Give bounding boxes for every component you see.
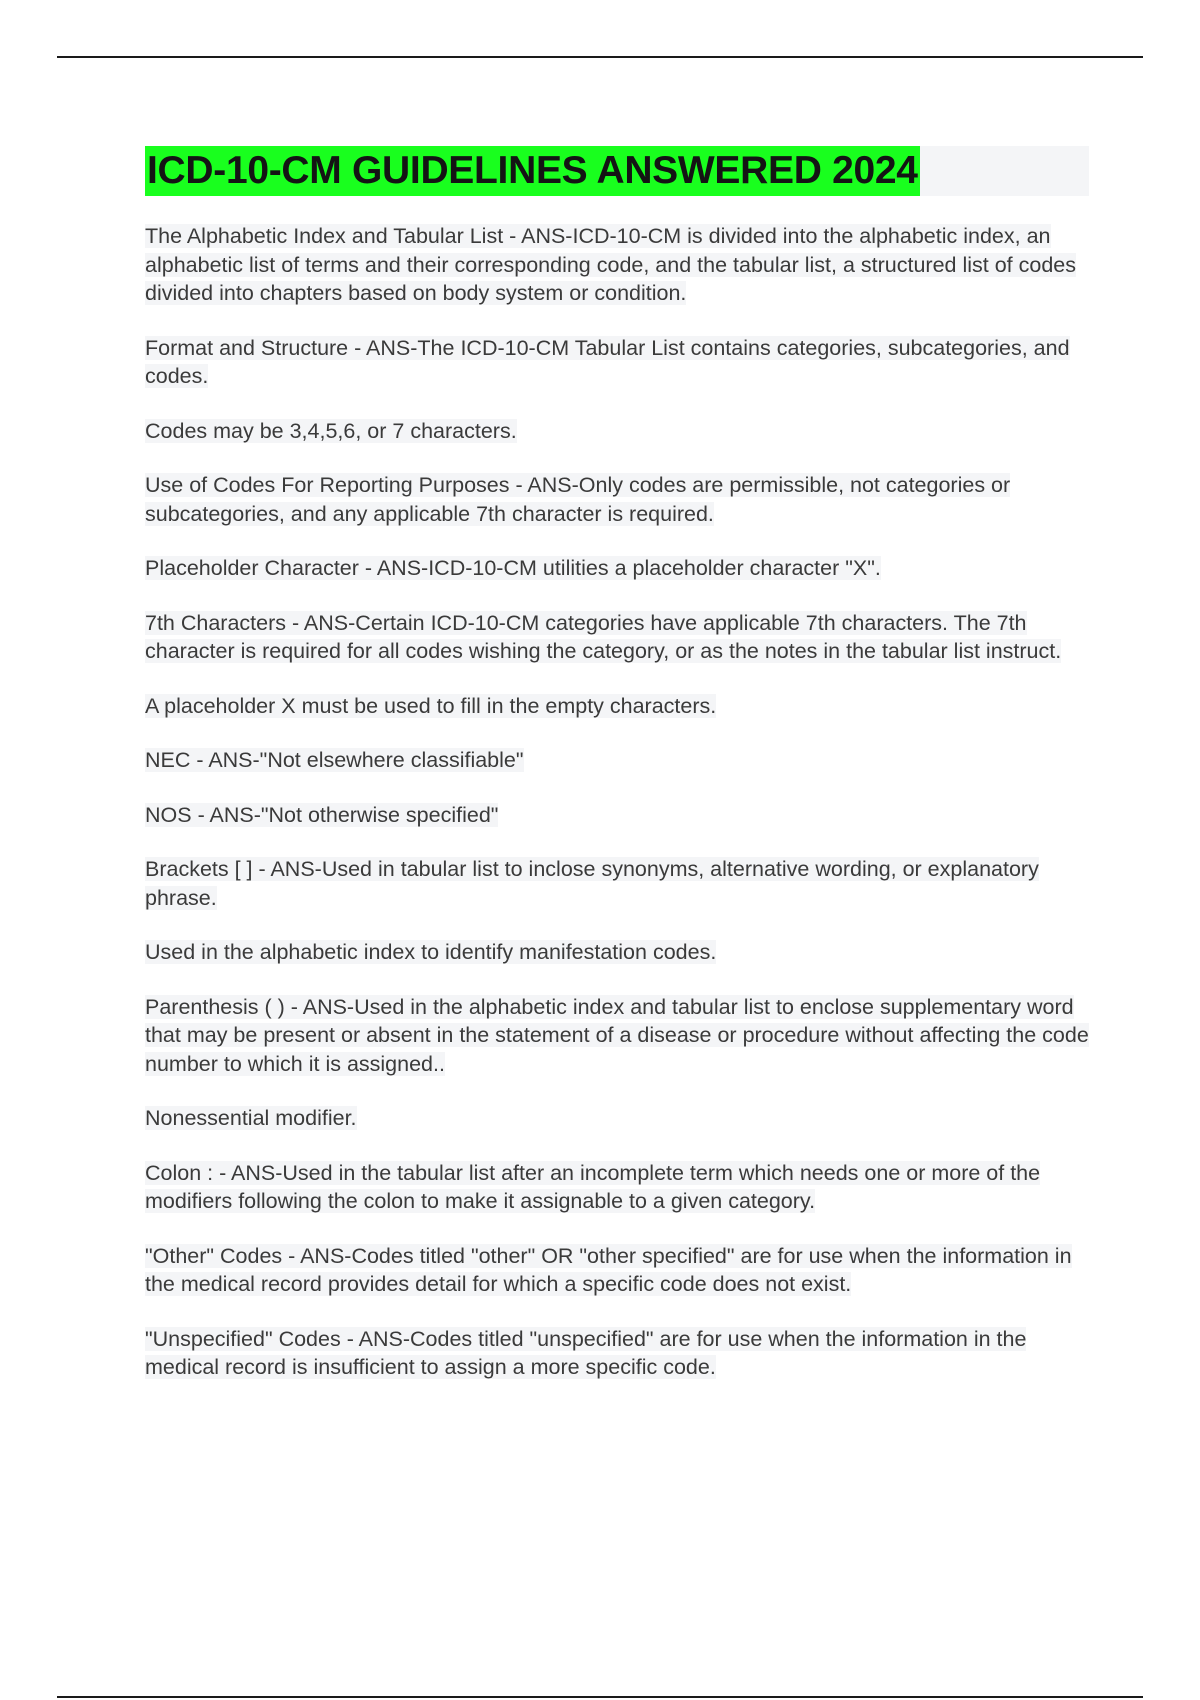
paragraph-other-codes: "Other" Codes - ANS-Codes titled "other" OR "other specified" are for use when the information in the medical record provides detail for which a specific code does not exist. <box>145 1243 1072 1296</box>
paragraph-colon: Colon : - ANS-Used in the tabular list after an incomplete term which needs one or more of the modifiers following the colon to make it assignable to a given category. <box>145 1160 1041 1213</box>
paragraph-placeholder-x: A placeholder X must be used to fill in the empty characters. <box>145 693 717 718</box>
paragraph-alphabetic-index-tabular-list: The Alphabetic Index and Tabular List - ANS-ICD-10-CM is divided into the alphabetic index, an alphabetic list of terms and their corresponding code, and the tabular list, a structured list of codes divided into chapters based on body system or condition. <box>145 224 1076 305</box>
top-divider <box>57 56 1143 58</box>
document-title: ICD-10-CM GUIDELINES ANSWERED 2024 <box>145 146 920 196</box>
paragraph-unspecified-codes: "Unspecified" Codes - ANS-Codes titled "unspecified" are for use when the information in the medical record is insufficient to assign a more specific code. <box>145 1326 1027 1379</box>
paragraph-nec: NEC - ANS-"Not elsewhere classifiable" <box>145 748 524 772</box>
paragraph-manifestation-codes: Used in the alphabetic index to identify manifestation codes. <box>145 940 717 964</box>
paragraph-reporting-purposes: Use of Codes For Reporting Purposes - ANS-Only codes are permissible, not categories or subcategories, and any applicable 7th character is required. <box>145 473 1011 526</box>
bottom-divider <box>57 1696 1143 1698</box>
paragraph-7th-characters: 7th Characters - ANS-Certain ICD-10-CM categories have applicable 7th characters. The 7th character is required for all codes wishing the category, or as the notes in the tabular list instruct. <box>145 610 1062 663</box>
paragraph-nos: NOS - ANS-"Not otherwise specified" <box>145 802 499 827</box>
document-body <box>145 222 1095 1408</box>
paragraph-code-length: Codes may be 3,4,5,6, or 7 characters. <box>145 418 517 443</box>
paragraph-format-structure: Format and Structure - ANS-The ICD-10-CM Tabular List contains categories, subcategories, and codes. <box>145 335 1070 388</box>
paragraph-nonessential-modifier: Nonessential modifier. <box>145 1106 357 1130</box>
paragraph-parenthesis: Parenthesis ( ) - ANS-Used in the alphabetic index and tabular list to enclose supplementary word that may be present or absent in the statement of a disease or procedure without affecting the code number to which it is assigned.. <box>145 994 1089 1076</box>
paragraph-placeholder-character: Placeholder Character - ANS-ICD-10-CM utilities a placeholder character "X". <box>145 556 881 580</box>
paragraph-brackets: Brackets [ ] - ANS-Used in tabular list to inclose synonyms, alternative wording, or explanatory phrase. <box>145 857 1039 910</box>
